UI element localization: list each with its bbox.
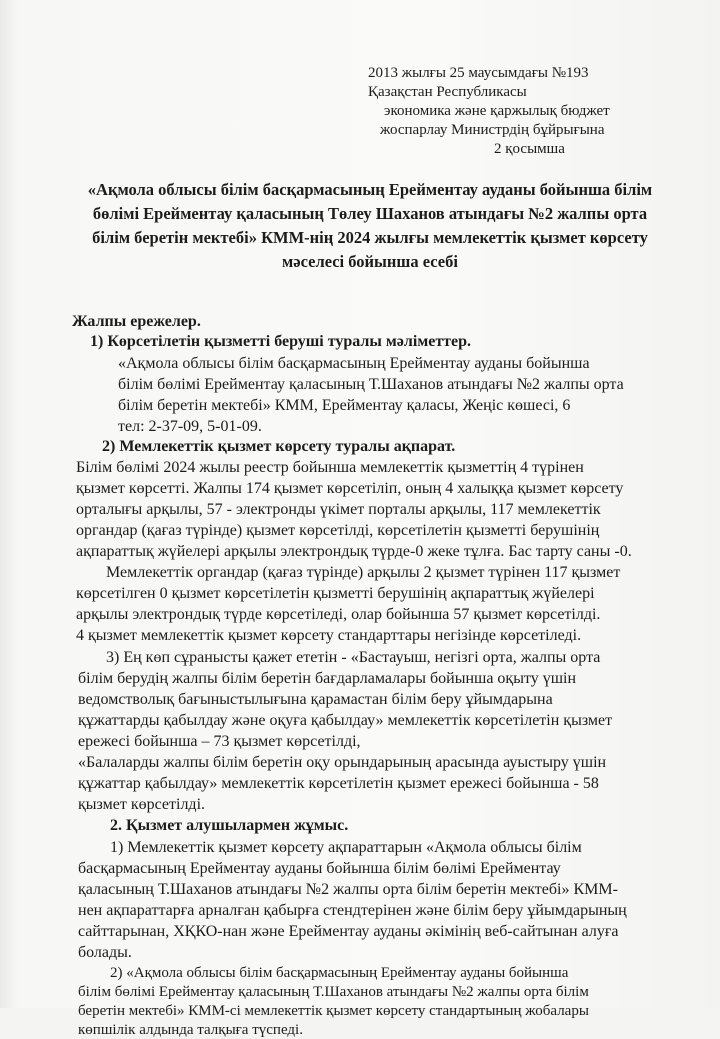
paragraph-line: басқармасының Ерейментау ауданы бойынша білім бөлімі Ерейментау [78, 860, 561, 877]
paragraph-line: Мемлекеттік органдар (қағаз түрінде) арқылы 2 қызмет түрінен 117 қызмет [106, 564, 621, 581]
annex-line: экономика және қаржылық бюджет [384, 103, 610, 119]
paragraph-line: құжаттарды қабылдау және оқуға қабылдау» мемлекеттік көрсетілетін қызмет [78, 712, 613, 729]
paragraph-line: ережесі бойынша – 73 қызмет көрсетілді, [78, 733, 361, 750]
paragraph-line: көпшілік алдында талқыға түспеді. [78, 1022, 303, 1038]
title-line: «Ақмола облысы білім басқармасының Ерейментау ауданы бойынша білім [87, 180, 653, 199]
paragraph-line: болады. [78, 944, 132, 961]
title-line: білім беретін мектебі» КММ-нің 2024 жылғы мемлекеттік қызмет көрсету [92, 228, 648, 247]
paragraph-line: 2) «Ақмола облысы білім басқармасының Ерейментау ауданы бойынша [110, 965, 569, 981]
paragraph-line: білім беретін мектебі» КММ, Ерейментау қаласы, Жеңіс көшесі, 6 [118, 397, 571, 414]
subsection-heading-provider: 1) Көрсетілетін қызметті беруші туралы мәліметтер. [90, 333, 472, 350]
paragraph-line: құжаттар қабылдау» мемлекеттік көрсетілетін қызмет ережесі бойынша - 58 [78, 775, 599, 792]
title-line: бөлімі Ерейментау қаласының Төлеу Шаханов атындағы №2 жалпы орта [92, 204, 648, 223]
annex-line: Қазақстан Республикасы [368, 84, 527, 100]
paragraph-line: қызмет көрсетті. Жалпы 174 қызмет көрсетіліп, оның 4 халыққа қызмет көрсету [76, 480, 624, 497]
subsection-heading-service-info: 2) Мемлекеттік қызмет көрсету туралы ақпарат. [102, 438, 456, 455]
paragraph-line: ақпараттық жүйелері арқылы электрондық түрде-0 жеке тұлға. Бас тарту саны -0. [76, 543, 632, 560]
paragraph-line: ведомстволық бағыныстылығына қарамастан білім беру ұйымдарына [78, 691, 553, 708]
section-heading-general: Жалпы ережелер. [72, 313, 201, 330]
annex-line: жоспарлау Министрдің бұйрығына [380, 122, 605, 138]
paragraph-line: сайттарынан, ХҚКО-нан және Ерейментау ауданы әкімінің веб-сайтынан алуға [78, 923, 619, 940]
paragraph-line: 4 қызмет мемлекеттік қызмет көрсету стандарттары негізінде көрсетіледі. [76, 627, 582, 644]
paragraph-line: білім берудің жалпы білім беретін бағдарламалары бойынша оқыту үшін [78, 670, 577, 687]
annex-line: 2013 жылғы 25 маусымдағы №193 [368, 65, 589, 81]
paragraph-line: тел: 2-37-09, 5-01-09. [118, 418, 262, 435]
paragraph-line: арқылы электрондық түрде көрсетіледі, олар бойынша 57 қызмет көрсетілді. [76, 606, 601, 623]
paragraph-line: 1) Мемлекеттік қызмет көрсету ақпараттарын «Ақмола облысы білім [110, 839, 582, 856]
paragraph-line: көрсетілген 0 қызмет көрсетілетін қызметті берушінің ақпараттық жүйелері [76, 585, 595, 602]
paragraph-line: 3) Ең көп сұранысты қажет ететін - «Бастауыш, негізгі орта, жалпы орта [106, 649, 601, 666]
paragraph-line: қаласының Т.Шаханов атындағы №2 жалпы орта білім беретін мектебі» КММ- [78, 881, 618, 898]
title-line: мәселесі бойынша есебі [282, 252, 458, 271]
paragraph-line: білім бөлімі Ерейментау қаласының Т.Шаханов атындағы №2 жалпы орта [118, 376, 624, 393]
paragraph-line: «Балаларды жалпы білім беретін оқу орындарының арасында ауыстыру үшін [78, 754, 607, 771]
paragraph-line: білім бөлімі Ерейментау қаласының Т.Шаханов атындағы №2 жалпы орта білім [78, 984, 589, 1000]
paragraph-line: қызмет көрсетілді. [78, 796, 206, 813]
paragraph-line: органдар (қағаз түрінде) қызмет көрсетілді, көрсетілетін қызметті берушінің [76, 522, 600, 539]
paragraph-line: орталығы арқылы, 57 - электронды үкімет порталы арқылы, 117 мемлекеттік [76, 501, 601, 518]
document-title [60, 178, 680, 274]
paragraph-line: беретін мектебі» КММ-сі мемлекеттік қызмет көрсету стандартының жобалары [78, 1003, 589, 1019]
annex-line: 2 қосымша [494, 141, 565, 157]
paragraph-line: нен ақпараттарға арналған қабырға стендтерінен және білім беру ұйымдарының [78, 902, 627, 919]
paragraph-line: Білім бөлімі 2024 жылы реестр бойынша мемлекеттік қызметтің 4 түрінен [76, 459, 584, 476]
annex-reference [368, 64, 610, 159]
paragraph-line: «Ақмола облысы білім басқармасының Ерейментау ауданы бойынша [118, 355, 590, 372]
section-heading-recipients: 2. Қызмет алушылармен жұмыс. [110, 817, 349, 834]
